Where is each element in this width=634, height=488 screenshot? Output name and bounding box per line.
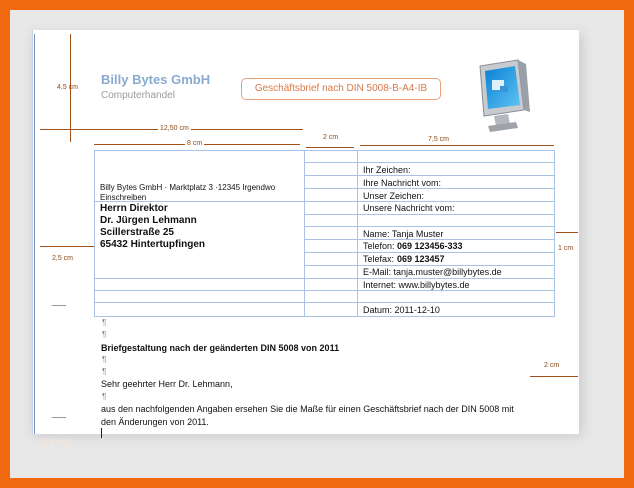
telefon-label: Telefon:: [363, 241, 395, 251]
computer-monitor-icon: [474, 58, 532, 136]
pilcrow-mark: ¶: [102, 367, 107, 376]
letter-subject: Briefgestaltung nach der geänderten DIN 5008 von 2011: [101, 343, 340, 353]
dim-label-top-margin: 4,5 cm: [57, 84, 79, 91]
dim-label-8: 8 cm: [187, 140, 203, 147]
grid-hline: [304, 214, 555, 215]
email-line: E-Mail: tanja.muster@billybytes.de: [363, 267, 502, 277]
unser-zeichen-label: Unser Zeichen:: [363, 191, 425, 201]
telefon-value: 069 123456-333: [397, 241, 463, 251]
grid-hline: [304, 188, 555, 189]
fold-mark: [52, 305, 66, 306]
salutation: Sehr geehrter Herr Dr. Lehmann,: [101, 379, 233, 389]
grid-hline: [94, 316, 555, 317]
left-margin-line: [34, 34, 35, 434]
dim-label-1250: 12,50 cm: [160, 125, 189, 132]
grid-hline: [304, 162, 555, 163]
dim-label-left-margin: 2,5 cm: [52, 255, 74, 262]
grid-hline: [94, 201, 555, 202]
company-name: Billy Bytes GmbH: [101, 72, 211, 87]
dim-label-2: 2 cm: [323, 134, 339, 141]
watermark-text: Vorlage: [40, 437, 74, 448]
dim-arrow-2: [306, 147, 354, 148]
recipient-line-4: 65432 Hintertupfingen: [100, 239, 206, 250]
pilcrow-mark: ¶: [102, 392, 107, 401]
grid-hline: [94, 150, 555, 151]
grid-hline: [304, 265, 555, 266]
recipient-line-2: Dr. Jürgen Lehmann: [100, 215, 197, 226]
text-cursor: [101, 428, 102, 438]
ihr-zeichen-label: Ihr Zeichen:: [363, 165, 411, 175]
unsere-nachricht-label: Unsere Nachricht vom:: [363, 203, 455, 213]
telefax-label: Telefax:: [363, 254, 395, 264]
body-line-2: den Änderungen von 2011.: [101, 417, 209, 427]
datum-line: Datum: 2011-12-10: [363, 305, 440, 315]
pilcrow-mark: ¶: [102, 330, 107, 339]
grid-hline: [304, 226, 555, 227]
company-subtitle: Computerhandel: [101, 90, 175, 101]
grid-hline: [94, 302, 555, 303]
pilcrow-mark: ¶: [102, 355, 107, 364]
grid-hline: [94, 278, 555, 279]
dim-arrow-left-margin: [40, 246, 94, 247]
dim-label-right-margin-2: 2 cm: [544, 362, 560, 369]
dim-arrow-right-margin-2: [530, 376, 578, 377]
grid-hline: [304, 175, 555, 176]
grid-hline: [304, 252, 555, 253]
body-line-1: aus den nachfolgenden Angaben ersehen Sie die Maße für einen Geschäftsbrief nach der DIN 5008 mit: [101, 404, 514, 414]
fold-mark: [52, 417, 66, 418]
contact-name: Name: Tanja Muster: [363, 229, 444, 239]
dim-label-right-margin: 1 cm: [558, 245, 574, 252]
grid-hline: [94, 290, 555, 291]
document-title-box: Geschäftsbrief nach DIN 5008-B-A4-IB: [241, 78, 441, 100]
ihre-nachricht-label: Ihre Nachricht vom:: [363, 178, 442, 188]
dim-label-75: 7,5 cm: [428, 136, 450, 143]
telefax-value: 069 123457: [397, 254, 445, 264]
sender-line: Billy Bytes GmbH · Marktplatz 3 ·12345 Irgendwo: [100, 183, 276, 192]
pilcrow-mark: ¶: [102, 318, 107, 327]
einschreiben-label: Einschreiben: [100, 193, 147, 202]
dim-arrow-75: [360, 145, 554, 146]
recipient-line-3: Scillerstraße 25: [100, 227, 174, 238]
dim-arrow-right-margin: [556, 232, 578, 233]
grid-hline: [304, 239, 555, 240]
grid-vline: [94, 150, 95, 316]
internet-line: Internet: www.billybytes.de: [363, 280, 470, 290]
recipient-line-1: Herrn Direktor: [100, 203, 168, 214]
